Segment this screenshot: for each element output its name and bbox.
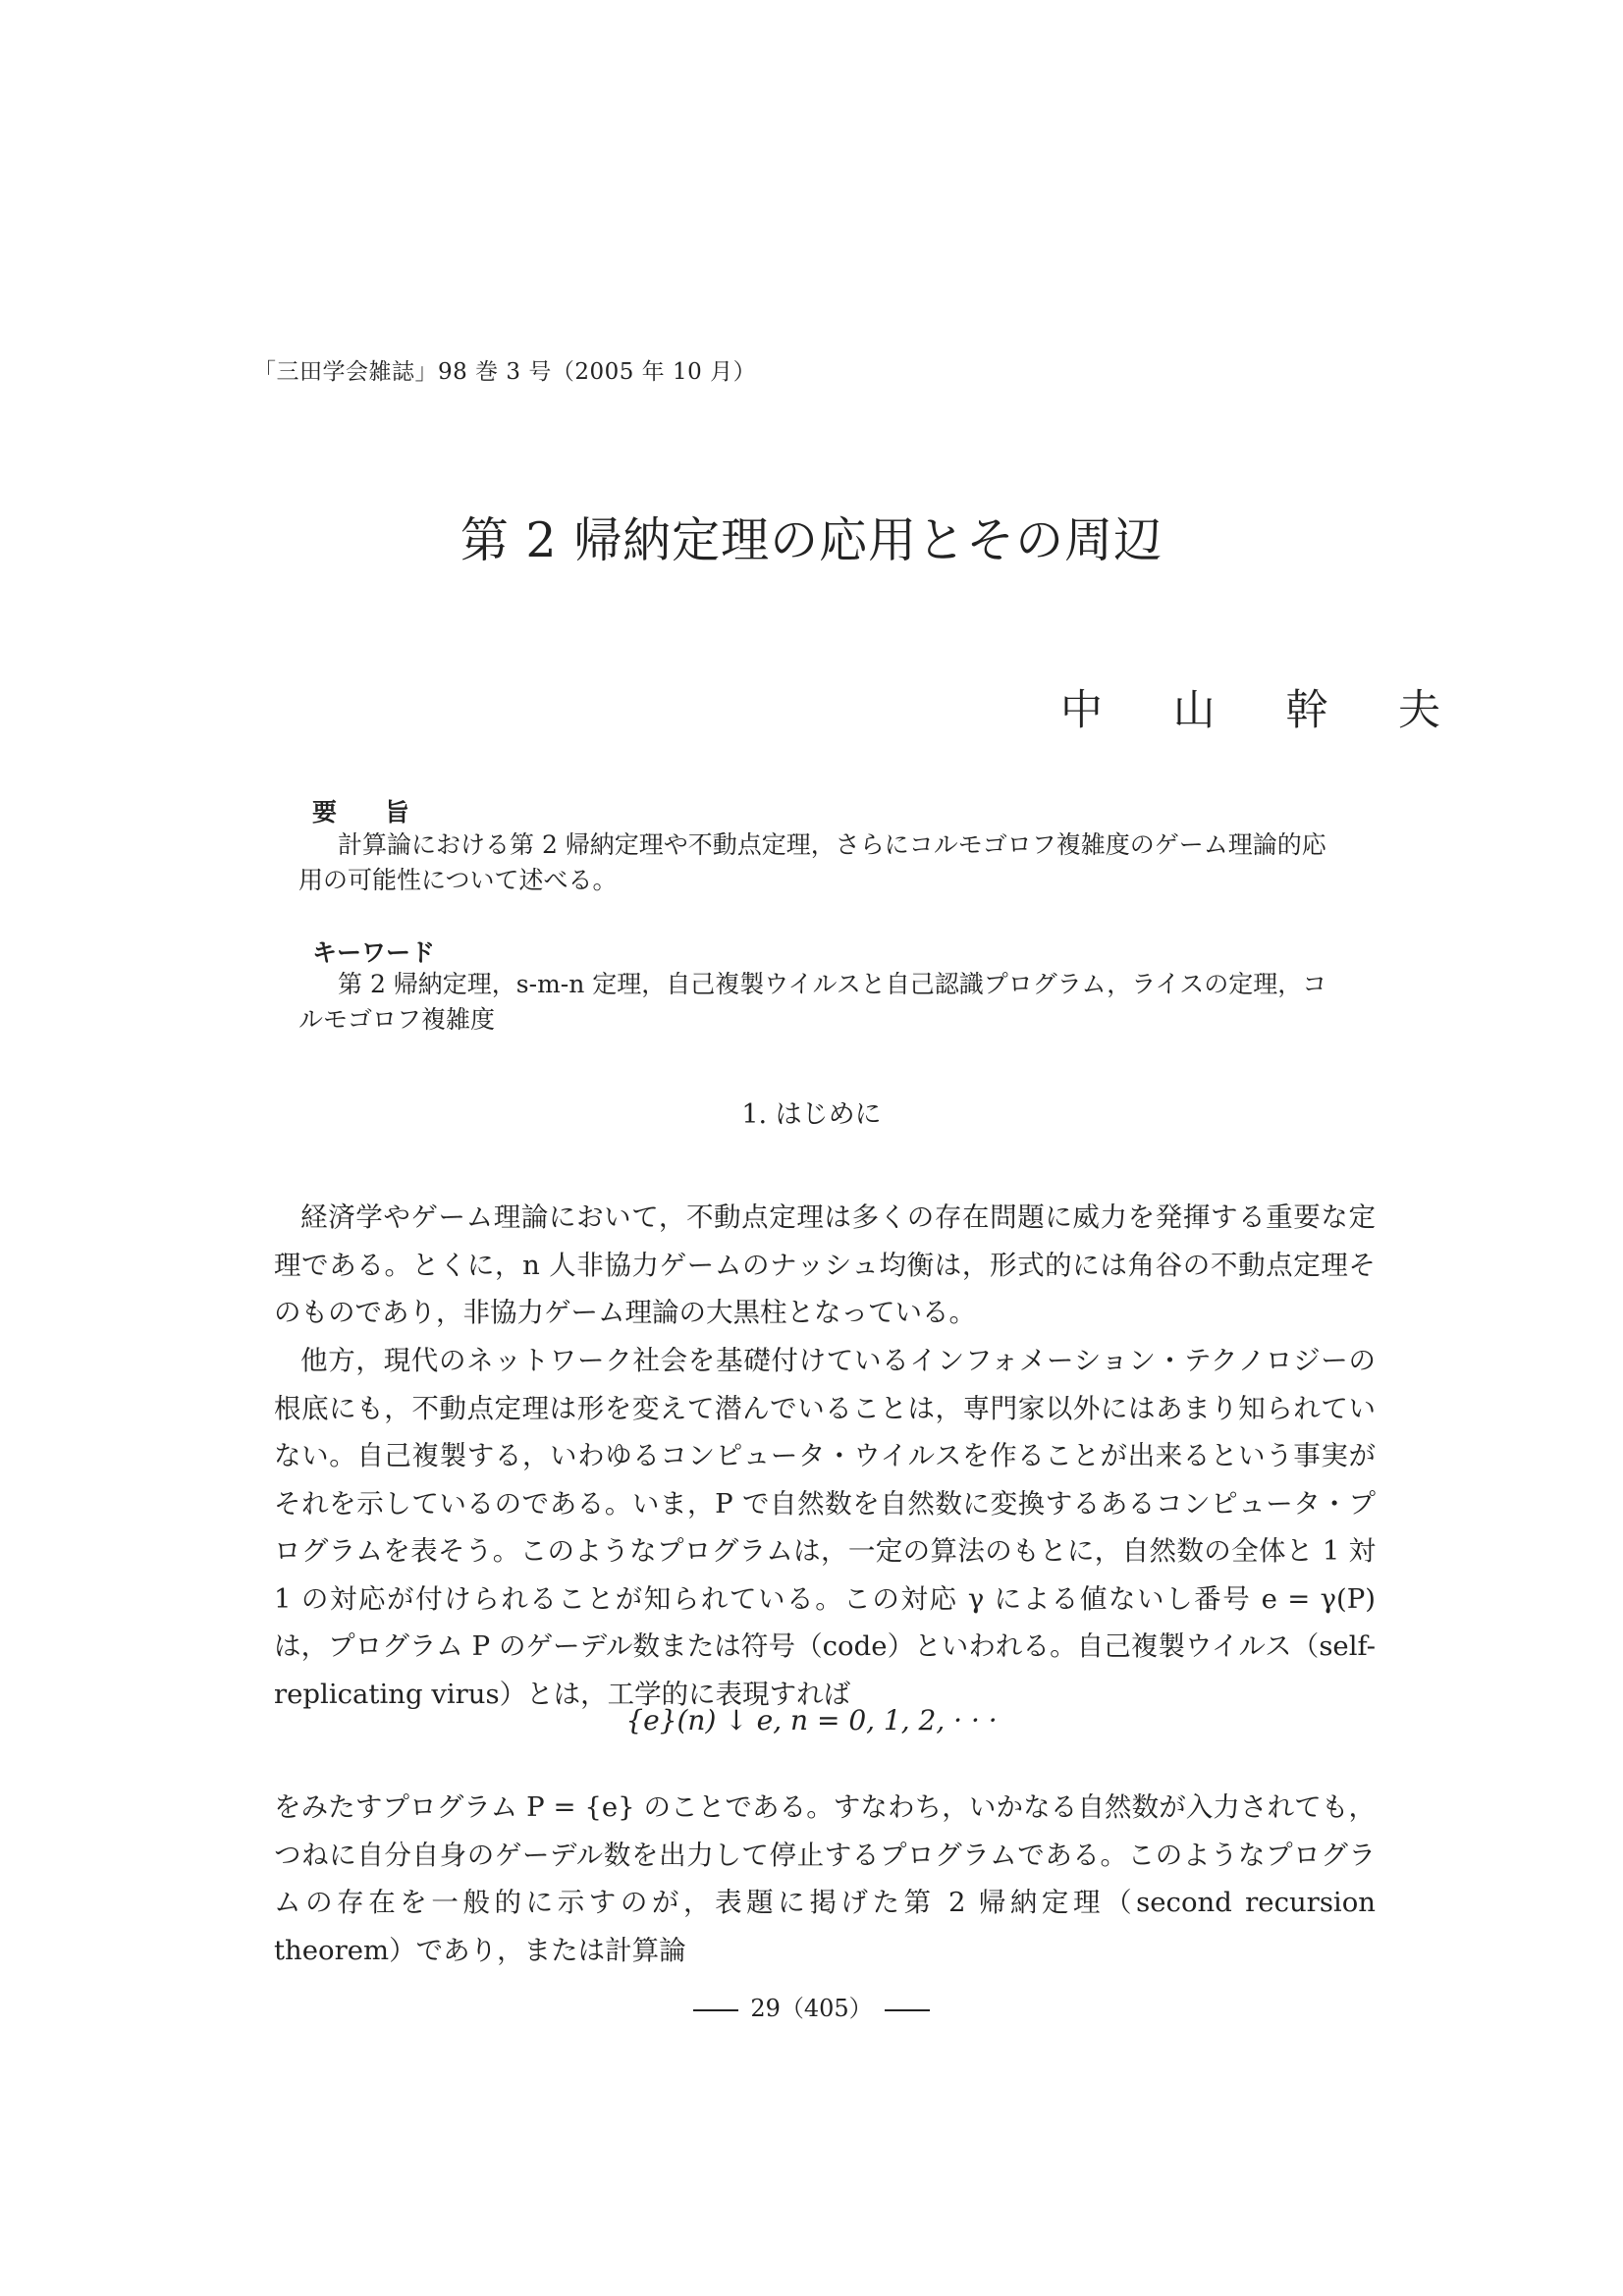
paper-title: 第 2 帰納定理の応用とその周辺 (460, 512, 1163, 568)
paragraph-text: をみたすプログラム P = {e} のことである。すなわち，いかなる自然数が入力されても，つねに自分自身のゲーデル数を出力して停止するプログラムである。このようなプログラムの存在を一般的に示すのが，表題に掲げた第 2 帰納定理（second recursion theorem）であり，または計算論 (274, 1791, 1376, 1966)
display-equation: {e}(n) ↓ e, n = 0, 1, 2, · · · (625, 1704, 998, 1736)
page-number: 29（405） (750, 1995, 873, 2022)
keywords-text: 第 2 帰納定理，s-m-n 定理，自己複製ウイルスと自己認識プログラム，ライスの定理，コルモゴロフ複雑度 (298, 970, 1327, 1034)
footer-dash-right (885, 2009, 930, 2011)
body-paragraph-2 (274, 1337, 1376, 1718)
footer-dash-left (693, 2009, 738, 2011)
journal-citation: 「三田学会雑誌」98 巻 3 号（2005 年 10 月） (253, 359, 757, 385)
author-name: 中 山 幹 夫 (1060, 686, 1463, 735)
abstract-heading: 要 旨 (312, 798, 409, 827)
body-paragraph-1 (274, 1194, 1376, 1337)
page-footer (0, 1989, 1623, 2023)
paragraph-text: 経済学やゲーム理論において，不動点定理は多くの存在問題に威力を発揮する重要な定理である。とくに，n 人非協力ゲームのナッシュ均衡は，形式的には角谷の不動点定理そのものであり，非協力ゲーム理論の大黒柱となっている。 (274, 1201, 1376, 1328)
keywords-heading: キーワード (312, 938, 436, 967)
body-paragraph-3 (274, 1784, 1376, 1974)
section-title: 1. はじめに (741, 1099, 882, 1130)
abstract-text: 計算論における第 2 帰納定理や不動点定理，さらにコルモゴロフ複雑度のゲーム理論的応用の可能性について述べる。 (298, 830, 1326, 894)
paragraph-text: 他方，現代のネットワーク社会を基礎付けているインフォメーション・テクノロジーの根底にも，不動点定理は形を変えて潜んでいることは，専門家以外にはあまり知られていない。自己複製する，いわゆるコンピュータ・ウイルスを作ることが出来るという事実がそれを示しているのである。いま，P で自然数を自然数に変換するあるコンピュータ・プログラムを表そう。このようなプログラムは，一定の算法のもとに，自然数の全体と 1 対 1 の対応が付けられることが知られている。この対応 γ による値ないし番号 e = γ(P) は，プログラム P のゲーデル数または符号（code）といわれる。自己複製ウイルス（self-replicating virus）とは，工学的に表現すれば (274, 1345, 1376, 1710)
